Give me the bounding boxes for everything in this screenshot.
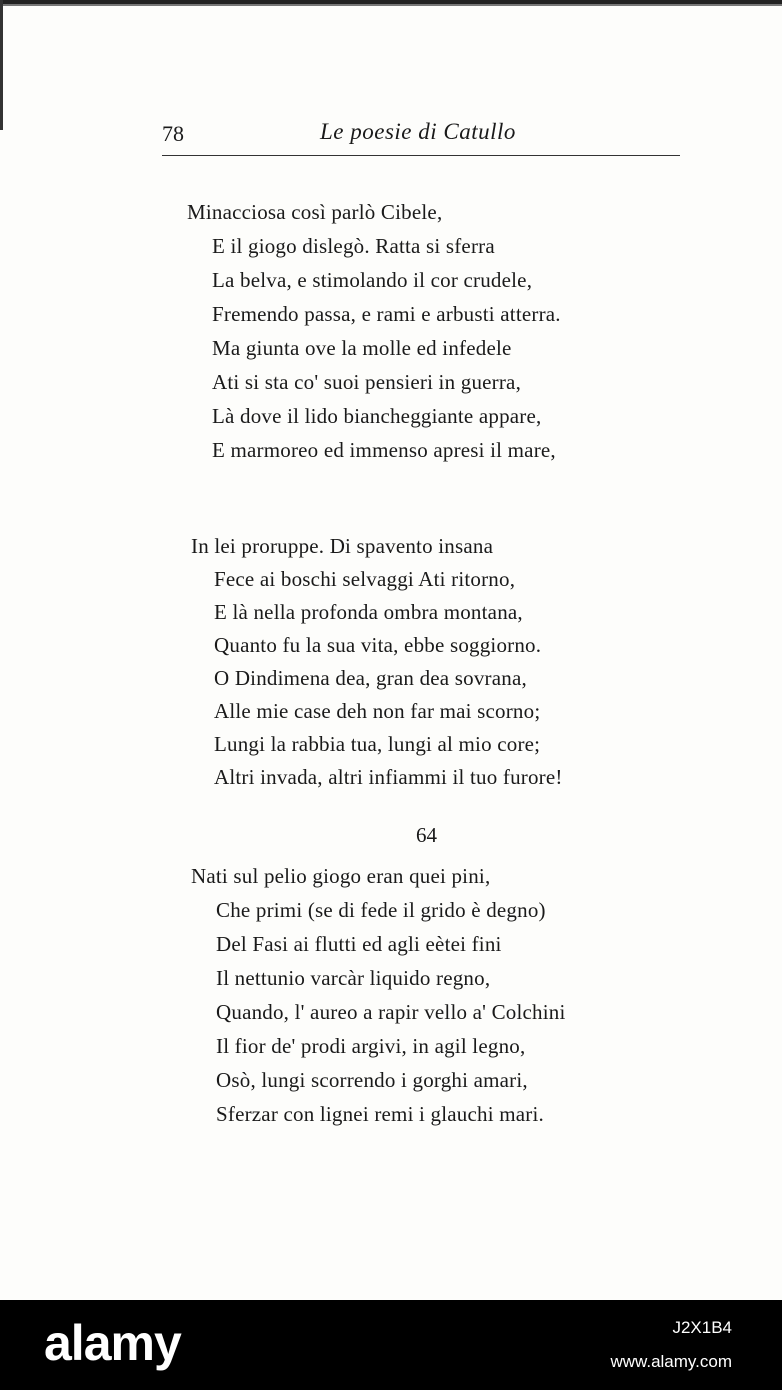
alamy-logo: alamy: [44, 1315, 181, 1371]
verse-line: Osò, lungi scorrendo i gorghi amari,: [216, 1068, 528, 1092]
verse-line: Fremendo passa, e rami e arbusti atterra.: [212, 302, 561, 326]
verse-line: Che primi (se di fede il grido è degno): [216, 898, 546, 922]
verse-line: Minacciosa così parlò Cibele,: [187, 200, 443, 224]
verse-line: Altri invada, altri infiammi il tuo furore!: [214, 765, 563, 789]
image-id: J2X1B4: [672, 1318, 732, 1337]
verse-line: E marmoreo ed immenso apresi il mare,: [212, 438, 556, 462]
verse-line: Là dove il lido biancheggiante appare,: [212, 404, 542, 428]
verse-line: Sferzar con lignei remi i glauchi mari.: [216, 1102, 544, 1126]
scan-top-edge: [0, 0, 782, 8]
verse-line: Del Fasi ai flutti ed agli eètei fini: [216, 932, 502, 956]
section-number: 64: [416, 823, 437, 847]
watermark-footer: [0, 1300, 782, 1390]
site-url: www.alamy.com: [610, 1352, 732, 1371]
verse-line: Quanto fu la sua vita, ebbe soggiorno.: [214, 633, 542, 657]
scan-left-edge: [0, 0, 3, 130]
verse-line: Alle mie case deh non far mai scorno;: [214, 699, 541, 723]
verse-line: Ma giunta ove la molle ed infedele: [212, 336, 512, 360]
verse-line: Fece ai boschi selvaggi Ati ritorno,: [214, 567, 516, 591]
verse-line: O Dindimena dea, gran dea sovrana,: [214, 666, 527, 690]
verse-line: E là nella profonda ombra montana,: [214, 600, 523, 624]
verse-line: In lei proruppe. Di spavento insana: [191, 534, 494, 558]
verse-line: Il nettunio varcàr liquido regno,: [216, 966, 491, 990]
verse-line: Ati si sta co' suoi pensieri in guerra,: [212, 370, 522, 394]
running-title: Le poesie di Catullo: [320, 119, 516, 144]
verse-line: La belva, e stimolando il cor crudele,: [212, 268, 533, 292]
verse-line: Nati sul pelio giogo eran quei pini,: [191, 864, 491, 888]
verse-line: Quando, l' aureo a rapir vello a' Colchini: [216, 1000, 566, 1024]
verse-line: E il giogo dislegò. Ratta si sferra: [212, 234, 495, 258]
verse-line: Il fior de' prodi argivi, in agil legno,: [216, 1034, 526, 1058]
page-header: [162, 115, 680, 156]
page-number: 78: [162, 121, 184, 146]
verse-line: Lungi la rabbia tua, lungi al mio core;: [214, 732, 541, 756]
